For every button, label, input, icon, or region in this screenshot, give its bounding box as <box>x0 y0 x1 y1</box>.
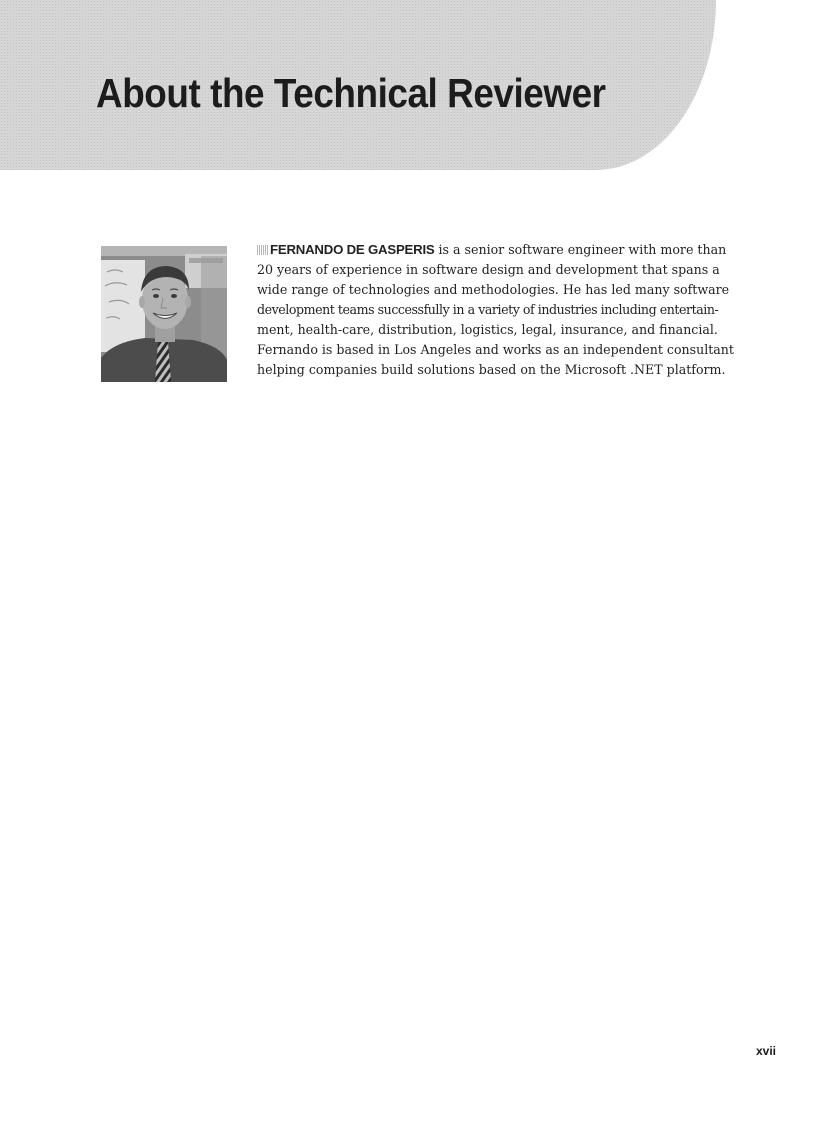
bio-line: helping companies build solutions based on the Microsoft .NET platform. <box>257 362 726 377</box>
bio-line: ment, health-care, distribution, logistics, legal, insurance, and financial. <box>257 322 718 337</box>
reviewer-bio <box>257 240 747 380</box>
reviewer-name: FERNANDO DE GASPERIS <box>270 242 435 257</box>
page-number: xvii <box>756 1044 777 1058</box>
bio-line: wide range of technologies and methodologies. He has led many software <box>257 282 730 297</box>
bio-paragraph <box>257 240 747 380</box>
bio-line: 20 years of experience in software design and development that spans a <box>257 262 720 277</box>
reviewer-photo <box>101 246 227 382</box>
bio-line: is a senior software engineer with more than <box>434 242 727 257</box>
section-marker-icon <box>257 245 268 255</box>
bio-line: Fernando is based in Los Angeles and works as an independent consultant <box>257 342 734 357</box>
bio-line: development teams successfully in a variety of industries including entertain- <box>257 302 719 317</box>
page-title: About the Technical Reviewer <box>96 70 606 116</box>
